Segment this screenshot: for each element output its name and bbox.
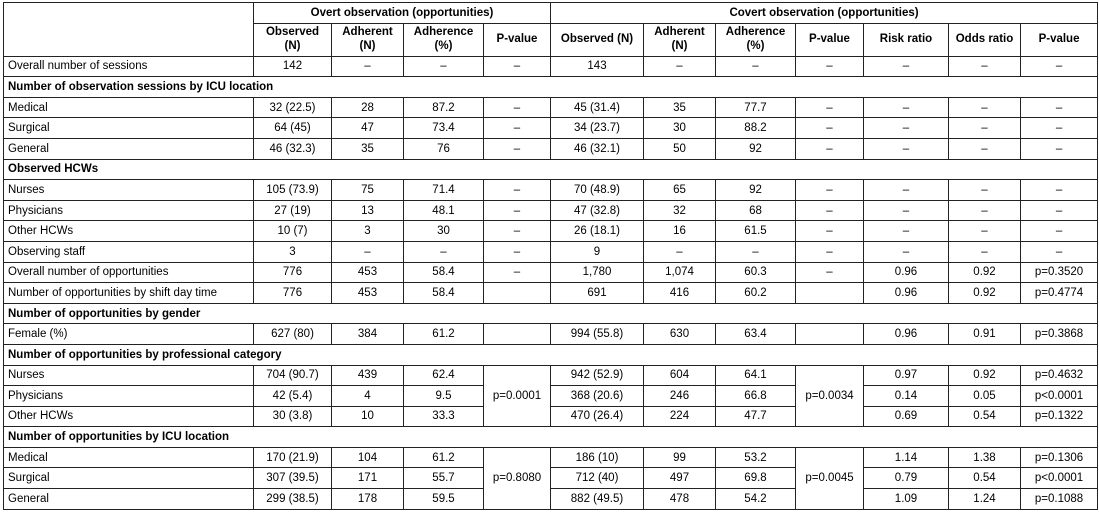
merged-p-value: p=0.8080: [484, 447, 551, 509]
table-cell: 34 (23.7): [551, 118, 644, 139]
table-cell: –: [484, 221, 551, 242]
table-cell: 99: [644, 447, 716, 468]
table-cell: –: [949, 180, 1021, 201]
table-cell: –: [484, 138, 551, 159]
column-header: Adherence (%): [716, 23, 796, 56]
table-cell: 64 (45): [254, 118, 332, 139]
table-cell: 143: [551, 56, 644, 77]
table-cell: –: [1021, 180, 1098, 201]
table-cell: –: [716, 241, 796, 262]
table-cell: 54.2: [716, 489, 796, 510]
table-cell: p=0.1088: [1021, 489, 1098, 510]
table-cell: [484, 324, 551, 345]
table-cell: 0.92: [949, 283, 1021, 304]
table-cell: 178: [332, 489, 404, 510]
table-cell: –: [484, 262, 551, 283]
table-cell: 30 (3.8): [254, 406, 332, 427]
table-cell: 53.2: [716, 447, 796, 468]
table-cell: [796, 324, 864, 345]
row-label: General: [4, 138, 254, 159]
column-header: Adherent (N): [332, 23, 404, 56]
column-header: Adherent (N): [644, 23, 716, 56]
table-cell: –: [404, 56, 484, 77]
table-cell: 1,780: [551, 262, 644, 283]
table-cell: 704 (90.7): [254, 365, 332, 386]
table-cell: 627 (80): [254, 324, 332, 345]
row-label: Observing staff: [4, 241, 254, 262]
table-cell: 630: [644, 324, 716, 345]
section-title: Number of observation sessions by ICU location: [4, 77, 1098, 98]
row-label: Medical: [4, 97, 254, 118]
table-cell: 0.96: [864, 324, 949, 345]
table-cell: 61.2: [404, 447, 484, 468]
table-cell: –: [484, 56, 551, 77]
table-cell: p=0.4632: [1021, 365, 1098, 386]
table-cell: 76: [404, 138, 484, 159]
column-header: Observed (N): [254, 23, 332, 56]
table-cell: 246: [644, 386, 716, 407]
column-header: Observed (N): [551, 23, 644, 56]
table-cell: 1,074: [644, 262, 716, 283]
column-header: Risk ratio: [864, 23, 949, 56]
table-cell: 60.3: [716, 262, 796, 283]
table-cell: –: [404, 241, 484, 262]
table-cell: –: [1021, 97, 1098, 118]
table-cell: 105 (73.9): [254, 180, 332, 201]
table-cell: –: [949, 241, 1021, 262]
table-cell: 10 (7): [254, 221, 332, 242]
table-cell: 776: [254, 262, 332, 283]
table-cell: –: [949, 97, 1021, 118]
table-cell: 0.14: [864, 386, 949, 407]
row-label: Physicians: [4, 200, 254, 221]
table-cell: –: [1021, 221, 1098, 242]
table-cell: –: [332, 56, 404, 77]
table-cell: 60.2: [716, 283, 796, 304]
table-cell: 64.1: [716, 365, 796, 386]
table-cell: p<0.0001: [1021, 468, 1098, 489]
table-cell: 186 (10): [551, 447, 644, 468]
table-cell: 439: [332, 365, 404, 386]
table-row: [4, 138, 1098, 159]
table-cell: 882 (49.5): [551, 489, 644, 510]
table-cell: –: [1021, 56, 1098, 77]
table-cell: 942 (52.9): [551, 365, 644, 386]
merged-p-value: p=0.0034: [796, 365, 864, 427]
section-title: Number of opportunities by ICU location: [4, 427, 1098, 448]
observation-table: [3, 2, 1098, 510]
table-cell: 87.2: [404, 97, 484, 118]
table-cell: 61.5: [716, 221, 796, 242]
table-cell: 9.5: [404, 386, 484, 407]
table-cell: 384: [332, 324, 404, 345]
row-label: Nurses: [4, 365, 254, 386]
header-group-overt: Overt observation (opportunities): [254, 3, 551, 24]
table-cell: –: [864, 241, 949, 262]
table-cell: 497: [644, 468, 716, 489]
table-cell: 58.4: [404, 262, 484, 283]
table-cell: –: [484, 118, 551, 139]
table-row: [4, 97, 1098, 118]
merged-p-value: p=0.0045: [796, 447, 864, 509]
table-cell: 28: [332, 97, 404, 118]
table-cell: –: [864, 56, 949, 77]
column-header: Adherence (%): [404, 23, 484, 56]
table-cell: 299 (38.5): [254, 489, 332, 510]
table-cell: –: [484, 180, 551, 201]
row-label: Surgical: [4, 118, 254, 139]
table-row: [4, 447, 1098, 468]
table-cell: 47 (32.8): [551, 200, 644, 221]
table-row: [4, 283, 1098, 304]
table-cell: 32 (22.5): [254, 97, 332, 118]
row-label: Nurses: [4, 180, 254, 201]
table-cell: 3: [254, 241, 332, 262]
table-cell: –: [796, 56, 864, 77]
table-cell: 50: [644, 138, 716, 159]
table-cell: –: [716, 56, 796, 77]
table-cell: 30: [404, 221, 484, 242]
table-cell: 604: [644, 365, 716, 386]
table-cell: 73.4: [404, 118, 484, 139]
table-cell: –: [796, 138, 864, 159]
table-row: [4, 468, 1098, 489]
table-cell: –: [864, 97, 949, 118]
row-label: Physicians: [4, 386, 254, 407]
table-cell: 35: [644, 97, 716, 118]
table-cell: 66.8: [716, 386, 796, 407]
table-cell: [796, 283, 864, 304]
table-cell: –: [1021, 241, 1098, 262]
table-cell: 62.4: [404, 365, 484, 386]
table-cell: –: [864, 200, 949, 221]
table-cell: [484, 283, 551, 304]
table-cell: 4: [332, 386, 404, 407]
table-cell: 691: [551, 283, 644, 304]
table-cell: p=0.1306: [1021, 447, 1098, 468]
table-cell: –: [796, 97, 864, 118]
table-cell: –: [796, 262, 864, 283]
table-row: [4, 386, 1098, 407]
table-cell: 1.09: [864, 489, 949, 510]
column-header: P-value: [484, 23, 551, 56]
row-label: Surgical: [4, 468, 254, 489]
table-cell: –: [864, 180, 949, 201]
header-corner: [4, 3, 254, 57]
table-cell: 26 (18.1): [551, 221, 644, 242]
table-cell: 0.92: [949, 365, 1021, 386]
table-cell: 75: [332, 180, 404, 201]
table-cell: –: [484, 241, 551, 262]
row-label: Overall number of sessions: [4, 56, 254, 77]
table-cell: 224: [644, 406, 716, 427]
table-cell: 65: [644, 180, 716, 201]
table-cell: p=0.4774: [1021, 283, 1098, 304]
table-cell: 47: [332, 118, 404, 139]
section-row: [4, 344, 1098, 365]
table-cell: –: [949, 221, 1021, 242]
table-cell: 416: [644, 283, 716, 304]
table-row: [4, 221, 1098, 242]
table-row: [4, 56, 1098, 77]
table-cell: p=0.3868: [1021, 324, 1098, 345]
table-cell: –: [796, 200, 864, 221]
table-cell: 30: [644, 118, 716, 139]
table-cell: –: [796, 241, 864, 262]
table-cell: 46 (32.1): [551, 138, 644, 159]
section-title: Observed HCWs: [4, 159, 1098, 180]
table-cell: 13: [332, 200, 404, 221]
table-cell: 70 (48.9): [551, 180, 644, 201]
table-cell: 47.7: [716, 406, 796, 427]
table-cell: 58.4: [404, 283, 484, 304]
table-cell: 32: [644, 200, 716, 221]
table-cell: 142: [254, 56, 332, 77]
table-cell: 33.3: [404, 406, 484, 427]
table-cell: 712 (40): [551, 468, 644, 489]
table-cell: 1.24: [949, 489, 1021, 510]
table-cell: 776: [254, 283, 332, 304]
table-cell: 92: [716, 138, 796, 159]
table-cell: –: [484, 97, 551, 118]
table-cell: –: [1021, 138, 1098, 159]
row-label: Other HCWs: [4, 221, 254, 242]
table-row: [4, 241, 1098, 262]
table-cell: –: [864, 138, 949, 159]
table-cell: –: [864, 221, 949, 242]
table-cell: –: [796, 180, 864, 201]
table-row: [4, 200, 1098, 221]
table-cell: –: [796, 221, 864, 242]
table-cell: 453: [332, 262, 404, 283]
table-cell: 478: [644, 489, 716, 510]
row-label: Female (%): [4, 324, 254, 345]
table-cell: –: [644, 241, 716, 262]
table-row: [4, 118, 1098, 139]
table-cell: –: [949, 118, 1021, 139]
table-cell: p=0.3520: [1021, 262, 1098, 283]
table-cell: 0.05: [949, 386, 1021, 407]
table-row: [4, 489, 1098, 510]
table-cell: 170 (21.9): [254, 447, 332, 468]
table-cell: 61.2: [404, 324, 484, 345]
table-cell: –: [644, 56, 716, 77]
merged-p-value: p=0.0001: [484, 365, 551, 427]
table-cell: 45 (31.4): [551, 97, 644, 118]
table-cell: –: [949, 138, 1021, 159]
section-title: Number of opportunities by gender: [4, 303, 1098, 324]
table-cell: 994 (55.8): [551, 324, 644, 345]
table-cell: 0.69: [864, 406, 949, 427]
table-cell: 0.97: [864, 365, 949, 386]
section-row: [4, 303, 1098, 324]
column-header: P-value: [1021, 23, 1098, 56]
table-cell: –: [949, 56, 1021, 77]
table-cell: –: [484, 200, 551, 221]
table-cell: 171: [332, 468, 404, 489]
table-cell: 10: [332, 406, 404, 427]
table-cell: 0.54: [949, 406, 1021, 427]
table-cell: 27 (19): [254, 200, 332, 221]
table-row: [4, 262, 1098, 283]
table-cell: 68: [716, 200, 796, 221]
row-label: General: [4, 489, 254, 510]
column-header: Odds ratio: [949, 23, 1021, 56]
table-cell: 0.91: [949, 324, 1021, 345]
table-row: [4, 180, 1098, 201]
table-cell: 88.2: [716, 118, 796, 139]
table-cell: 69.8: [716, 468, 796, 489]
table-cell: 1.14: [864, 447, 949, 468]
table-cell: 63.4: [716, 324, 796, 345]
table-row: [4, 406, 1098, 427]
table-cell: 71.4: [404, 180, 484, 201]
table-cell: 55.7: [404, 468, 484, 489]
table-body: [4, 56, 1098, 509]
table-cell: –: [1021, 200, 1098, 221]
table-row: [4, 324, 1098, 345]
table-cell: –: [796, 118, 864, 139]
table-cell: 307 (39.5): [254, 468, 332, 489]
row-label: Other HCWs: [4, 406, 254, 427]
table-cell: 9: [551, 241, 644, 262]
table-cell: 42 (5.4): [254, 386, 332, 407]
header-group-covert: Covert observation (opportunities): [551, 3, 1098, 24]
table-cell: 453: [332, 283, 404, 304]
table-cell: p<0.0001: [1021, 386, 1098, 407]
table-cell: 0.96: [864, 262, 949, 283]
table-cell: 92: [716, 180, 796, 201]
table-cell: –: [332, 241, 404, 262]
table-cell: 3: [332, 221, 404, 242]
table-cell: 1.38: [949, 447, 1021, 468]
table-row: [4, 365, 1098, 386]
table-cell: 48.1: [404, 200, 484, 221]
table-cell: 16: [644, 221, 716, 242]
table-cell: –: [864, 118, 949, 139]
table-cell: p=0.1322: [1021, 406, 1098, 427]
table-header: [4, 3, 1098, 57]
table-cell: 35: [332, 138, 404, 159]
table-cell: 0.54: [949, 468, 1021, 489]
section-row: [4, 427, 1098, 448]
table-cell: 46 (32.3): [254, 138, 332, 159]
table-cell: 77.7: [716, 97, 796, 118]
table-cell: 0.96: [864, 283, 949, 304]
table-cell: 104: [332, 447, 404, 468]
table-cell: –: [1021, 118, 1098, 139]
section-row: [4, 159, 1098, 180]
column-header: P-value: [796, 23, 864, 56]
table-cell: 368 (20.6): [551, 386, 644, 407]
table-cell: 0.79: [864, 468, 949, 489]
section-row: [4, 77, 1098, 98]
section-title: Number of opportunities by professional category: [4, 344, 1098, 365]
row-label: Number of opportunities by shift day time: [4, 283, 254, 304]
table-cell: 470 (26.4): [551, 406, 644, 427]
row-label: Medical: [4, 447, 254, 468]
table-cell: 0.92: [949, 262, 1021, 283]
table-cell: 59.5: [404, 489, 484, 510]
table-cell: –: [949, 200, 1021, 221]
row-label: Overall number of opportunities: [4, 262, 254, 283]
